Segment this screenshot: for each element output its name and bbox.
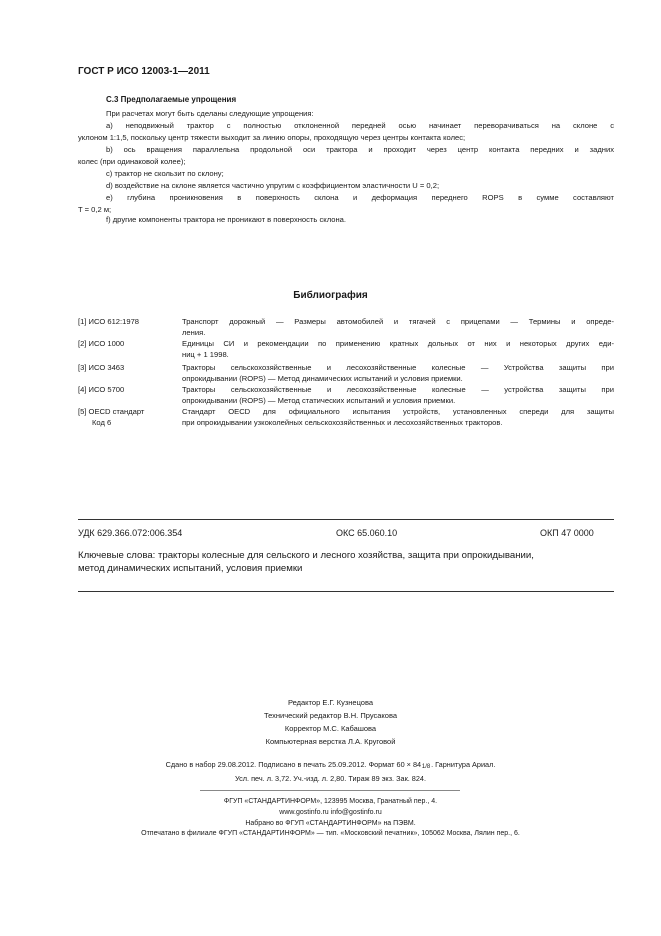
- document-header: ГОСТ Р ИСО 12003-1—2011: [78, 66, 210, 77]
- divider-publisher: [200, 790, 460, 791]
- keywords-line2: метод динамических испытаний, условия приемки: [78, 562, 303, 574]
- item-f: f) другие компоненты трактора не проникают в поверхность склона.: [106, 215, 346, 224]
- credit-layout: Компьютерная верстка Л.А. Круговой: [265, 737, 396, 746]
- ref-2-line1: Единицы СИ и рекомендации по применению кратных дольных от них и некоторых других еди-: [182, 339, 614, 348]
- ref-5-line2: при опрокидывании узкоколейных сельскохозяйственных и лесохозяйственных тракторов.: [182, 418, 503, 427]
- print-details-b: . Гарнитура Ариал.: [431, 760, 496, 769]
- okp-code: ОКП 47 0000: [540, 528, 594, 538]
- bibliography-title: Библиография: [293, 290, 368, 301]
- ref-5-number-line2: Код 6: [92, 418, 112, 427]
- item-b-line2: колес (при одинаковой колее);: [78, 157, 186, 166]
- print-details-a: Сдано в набор 29.08.2012. Подписано в печать 25.09.2012. Формат 60 × 84: [165, 760, 422, 769]
- credit-editor: Редактор Е.Г. Кузнецова: [287, 698, 374, 707]
- format-fraction: 1/8: [421, 764, 431, 770]
- ref-4-line1: Тракторы сельскохозяйственные и лесохозяйственные колесные — устройства защиты при: [182, 385, 614, 394]
- ref-3-number: [3] ИСО 3463: [78, 363, 125, 372]
- publisher-line4: Отпечатано в филиале ФГУП «СТАНДАРТИНФОРМ» — тип. «Московский печатник», 105062 Москва, Лялин пер., 6.: [141, 830, 520, 837]
- publisher-line3: Набрано во ФГУП «СТАНДАРТИНФОРМ» на ПЭВМ.: [245, 820, 416, 827]
- ref-4-line2: опрокидывании (ROPS) — Метод статических испытаний и условия приемки.: [182, 396, 456, 405]
- ref-1-number: [1] ИСО 612:1978: [78, 317, 140, 326]
- print-details-line1: [0, 760, 661, 770]
- keywords: [78, 550, 618, 575]
- publisher-line1: ФГУП «СТАНДАРТИНФОРМ», 123995 Москва, Гранатный пер., 4.: [223, 798, 438, 805]
- intro-text: При расчетах могут быть сделаны следующие упрощения:: [106, 109, 314, 118]
- item-e-line2: T = 0,2 м;: [78, 205, 112, 214]
- credit-tech-editor: Технический редактор В.Н. Прусакова: [263, 711, 398, 720]
- ref-2-line2: ниц + 1 1998.: [182, 350, 229, 359]
- item-a-line1: а) неподвижный трактор с полностью отклоненной передней осью начинает переворачиваться на склоне с: [106, 121, 614, 130]
- item-e-line1: е) глубина проникновения в поверхность склона и деформация переднего ROPS в сумме составляют: [106, 193, 614, 202]
- udk-code: УДК 629.366.072:006.354: [78, 528, 183, 538]
- keywords-line1: Ключевые слова: тракторы колесные для сельского и лесного хозяйства, защита при опрокидывании,: [78, 550, 534, 561]
- divider-bottom: [78, 591, 614, 592]
- publisher-line2: www.gostinfo.ru info@gostinfo.ru: [279, 809, 382, 816]
- section-title: С.3 Предполагаемые упрощения: [106, 95, 237, 104]
- credit-corrector: Корректор М.С. Кабашова: [284, 724, 377, 733]
- ref-3-line1: Тракторы сельскохозяйственные и лесохозяйственные колесные — Устройства защиты при: [182, 363, 614, 372]
- ref-1-line2: ления.: [182, 328, 206, 337]
- oks-code: ОКС 65.060.10: [336, 528, 398, 538]
- ref-4-number: [4] ИСО 5700: [78, 385, 125, 394]
- ref-1-line1: Транспорт дорожный — Размеры автомобилей и тягачей с прицепами — Термины и опреде-: [182, 317, 614, 326]
- ref-5-line1: Стандарт OECD для официального испытания устройств, установленных спереди для защиты: [182, 407, 614, 416]
- item-a-line2: уклоном 1:1,5, поскольку центр тяжести выходит за линию опоры, проходящую через центры контакта колес;: [78, 133, 466, 142]
- ref-2-number: [2] ИСО 1000: [78, 339, 125, 348]
- ref-5-number: [5] OECD стандарт: [78, 407, 145, 416]
- item-b-line1: b) ось вращения параллельна продольной оси трактора и проходит через центр контакта передних и задних: [106, 145, 614, 154]
- ref-3-line2: опрокидывании (ROPS) — Метод динамических испытаний и условия приемки.: [182, 374, 463, 383]
- print-details-line2: Усл. печ. л. 3,72. Уч.-изд. л. 2,80. Тираж 89 экз. Зак. 824.: [234, 774, 427, 783]
- divider-top: [78, 519, 614, 520]
- item-d: d) воздействие на склоне является частично упругим с коэффициентом эластичности U = 0,2;: [106, 181, 440, 190]
- item-c: с) трактор не скользит по склону;: [106, 169, 224, 178]
